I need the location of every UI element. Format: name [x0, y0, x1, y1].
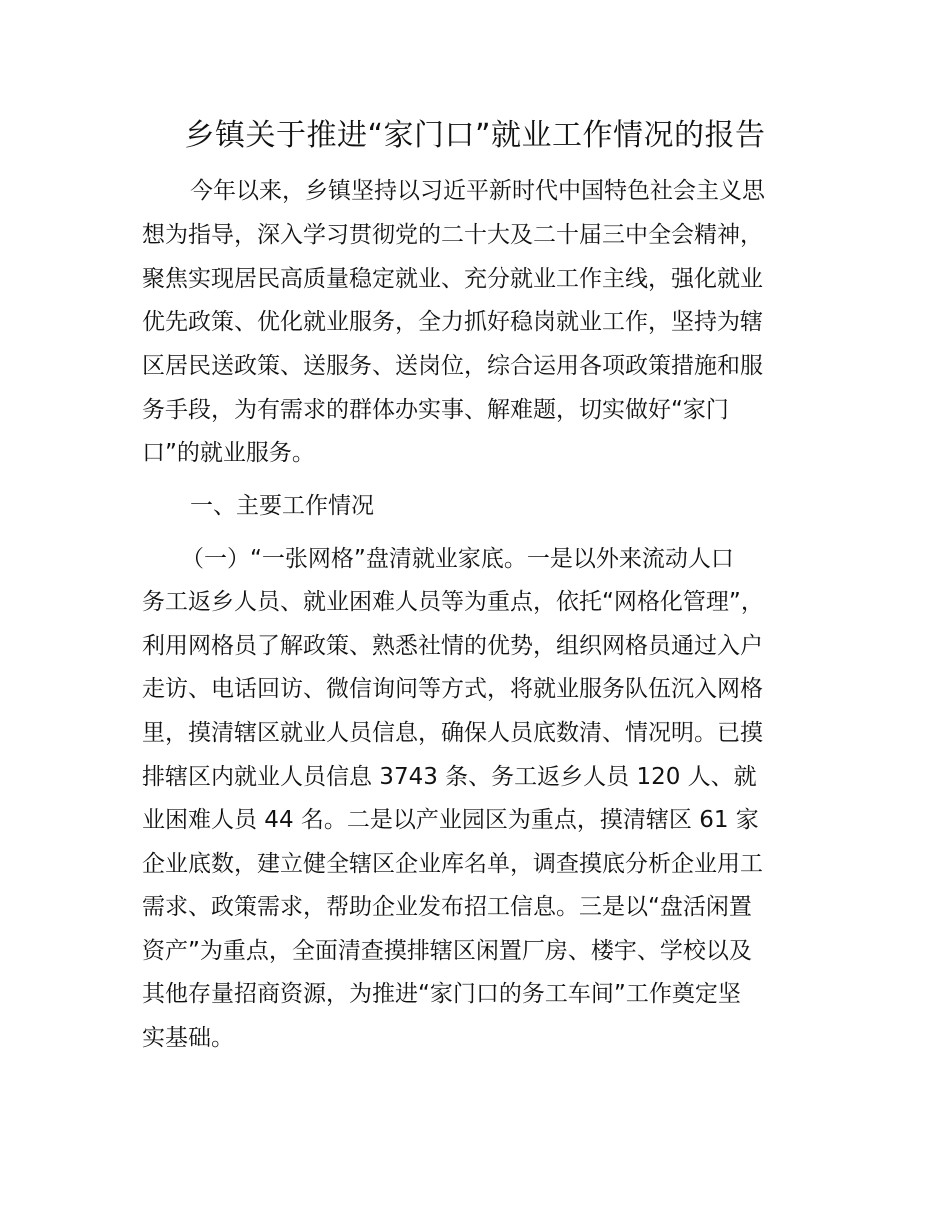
paragraph-2-line-9: 需求、政策需求，帮助企业发布招工信息。三是以“盘活闲置 — [142, 894, 752, 920]
paragraph-2-line-11: 其他存量招商资源，为推进“家门口的务工车间”工作奠定坚 — [142, 981, 741, 1007]
paragraph-1-line-6: 务手段，为有需求的群体办实事、解难题，切实做好“家门 — [142, 397, 729, 423]
paragraph-1-line-1: 今年以来，乡镇坚持以习近平新时代中国特色社会主义思 — [190, 178, 765, 204]
paragraph-2-line-8: 企业底数，建立健全辖区企业库名单，调查摸底分析企业用工 — [142, 851, 763, 877]
paragraph-1-line-5: 区居民送政策、送服务、送岗位，综合运用各项政策措施和服 — [142, 353, 763, 379]
paragraph-2-line-2: 务工返乡人员、就业困难人员等为重点，依托“网格化管理”， — [142, 589, 764, 615]
paragraph-2-line-7: 业困难人员 44 名。二是以产业园区为重点，摸清辖区 61 家 — [142, 807, 759, 833]
document-title: 乡镇关于推进“家门口”就业工作情况的报告 — [184, 118, 766, 153]
paragraph-2-line-12: 实基础。 — [142, 1025, 234, 1051]
paragraph-2-line-1: （一）“一张网格”盘清就业家底。一是以外来流动人口 — [181, 546, 734, 572]
paragraph-2-line-4: 走访、电话回访、微信询问等方式，将就业服务队伍沉入网格 — [142, 676, 763, 702]
paragraph-2-line-5: 里，摸清辖区就业人员信息，确保人员底数清、情况明。已摸 — [142, 720, 763, 746]
paragraph-2-line-10: 资产”为重点，全面清查摸排辖区闲置厂房、楼宇、学校以及 — [142, 938, 752, 964]
paragraph-2-line-6: 排辖区内就业人员信息 3743 条、务工返乡人员 120 人、就 — [142, 764, 757, 790]
paragraph-1-line-7: 口”的就业服务。 — [142, 440, 315, 466]
paragraph-1-line-3: 聚焦实现居民高质量稳定就业、充分就业工作主线，强化就业 — [142, 266, 763, 292]
paragraph-2-line-3: 利用网格员了解政策、熟悉社情的优势，组织网格员通过入户 — [142, 633, 763, 659]
paragraph-1-line-4: 优先政策、优化就业服务，全力抓好稳岗就业工作，坚持为辖 — [142, 309, 763, 335]
section-1-heading: 一、主要工作情况 — [190, 493, 374, 519]
paragraph-1-line-2: 想为指导，深入学习贯彻党的二十大及二十届三中全会精神， — [142, 222, 763, 248]
